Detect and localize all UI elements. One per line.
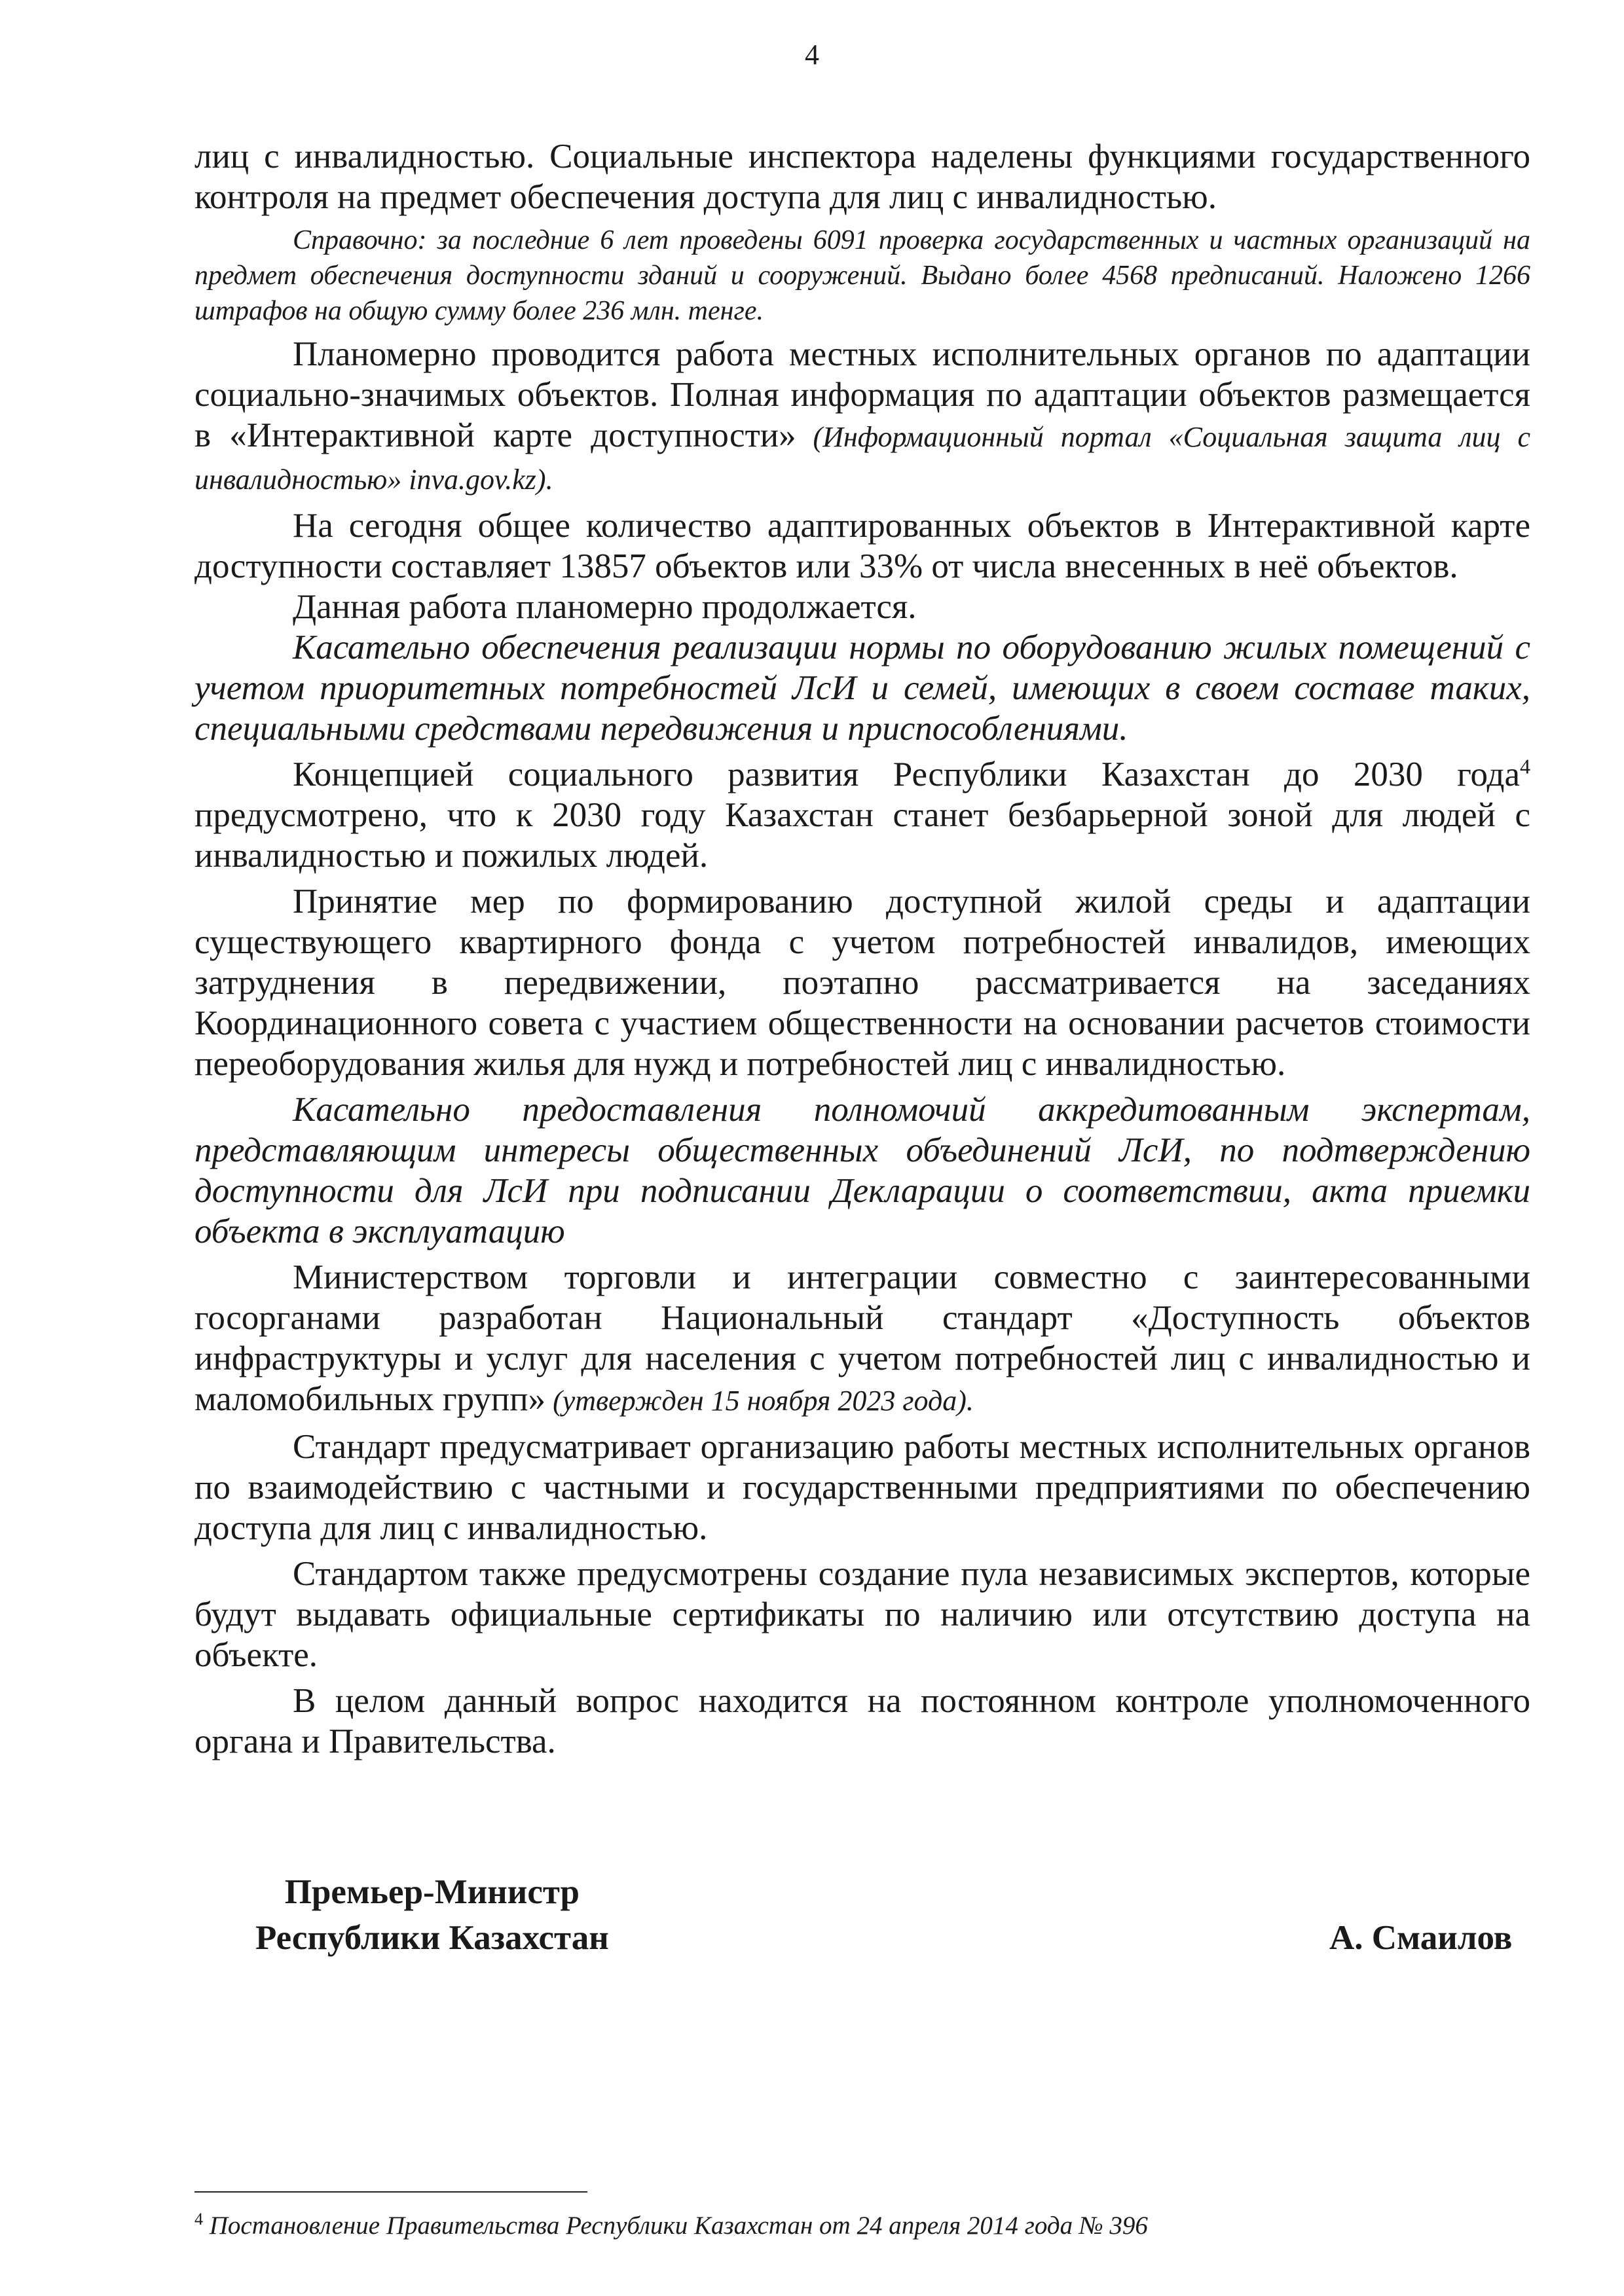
paragraph: Стандарт предусматривает организацию работы местных исполнительных органов по взаимодействию с частными и государственными предприятиями по обеспечению доступа для лиц с инвалидностью.	[194, 1428, 1530, 1547]
section-heading-italic: Касательно предоставления полномочий аккредитованным экспертам, представляющим интересы общественных объединений ЛсИ, по подтверждению доступности для ЛсИ при подписании Декларации о соответствии, акта приемки объекта в эксплуатацию	[194, 1091, 1530, 1250]
signatory-title-line1: Премьер-Министр	[284, 1873, 580, 1911]
paragraph: Данная работа планомерно продолжается.	[293, 588, 917, 626]
footnote-text: Постановление Правительства Республики Казахстан от 24 апреля 2014 года № 396	[203, 2212, 1148, 2240]
paragraph: В целом данный вопрос находится на постоянном контроле уполномоченного органа и Правительства.	[194, 1682, 1530, 1760]
approval-date: (утвержден 15 ноября 2023 года).	[545, 1385, 974, 1417]
footnote-number: 4	[194, 2210, 203, 2229]
portal-reference: (Информационный портал «Социальная защита лиц с инвалидностью» inva.gov.kz).	[194, 421, 1530, 496]
paragraph: Министерством торговли и интеграции совместно с заинтересованными госорганами разработан Национальный стандарт «Доступность объектов инфраструктуры и услуг для населения с учетом потребностей лиц с инвалидностью и маломобильных групп» (утвержден 15 ноября 2023 года).	[194, 1258, 1530, 1418]
signatory-title-line2: Республики Казахстан	[255, 1919, 609, 1957]
paragraph: лиц с инвалидностью. Социальные инспектора наделены функциями государственного контроля на предмет обеспечения доступа для лиц с инвалидностью.	[194, 137, 1530, 216]
footnote-divider	[194, 2191, 587, 2193]
section-heading-italic: Касательно обеспечения реализации нормы по оборудованию жилых помещений с учетом приоритетных потребностей ЛсИ и семей, имеющих в своем составе таких, специальными средствами передвижения и приспособлениями.	[194, 629, 1530, 748]
signatory-name: А. Смаилов	[1329, 1919, 1513, 1957]
letter-body	[194, 136, 1530, 1762]
footnote	[194, 2210, 1148, 2242]
paragraph: Стандартом также предусмотрены создание пула независимых экспертов, которые будут выдавать официальные сертификаты по наличию или отсутствию доступа на объекте.	[194, 1555, 1530, 1674]
paragraph: Концепцией социального развития Республики Казахстан до 2030 года$^4$ предусмотрено, что к 2030 году Казахстан станет безбарьерной зоной для людей с инвалидностью и пожилых людей.	[194, 754, 1530, 875]
paragraph: Планомерно проводится работа местных исполнительных органов по адаптации социально-значимых объектов. Полная информация по адаптации объектов размещается в «Интерактивной карте доступности» (Информационный портал «Социальная защита лиц с инвалидностью» inva.gov.kz).	[194, 335, 1530, 496]
reference-note: Справочно: за последние 6 лет проведены 6091 проверка государственных и частных организаций на предмет обеспечения доступности зданий и сооружений. Выдано более 4568 предписаний. Наложено 1266 штрафов на общую сумму более 236 млн. тенге.	[194, 225, 1530, 326]
paragraph: На сегодня общее количество адаптированных объектов в Интерактивной карте доступности составляет 13857 объектов или 33% от числа внесенных в неё объектов.	[194, 507, 1530, 585]
signatory-title	[255, 1869, 609, 1961]
paragraph: Принятие мер по формированию доступной жилой среды и адаптации существующего квартирного фонда с учетом потребностей инвалидов, имеющих затруднения в передвижении, поэтапно рассматривается на заседаниях Координационного совета с участием общественности на основании расчетов стоимости переоборудования жилья для нужд и потребностей лиц с инвалидностью.	[194, 883, 1530, 1083]
footnote-ref: 4	[1520, 754, 1530, 778]
page-number: 4	[805, 39, 819, 71]
